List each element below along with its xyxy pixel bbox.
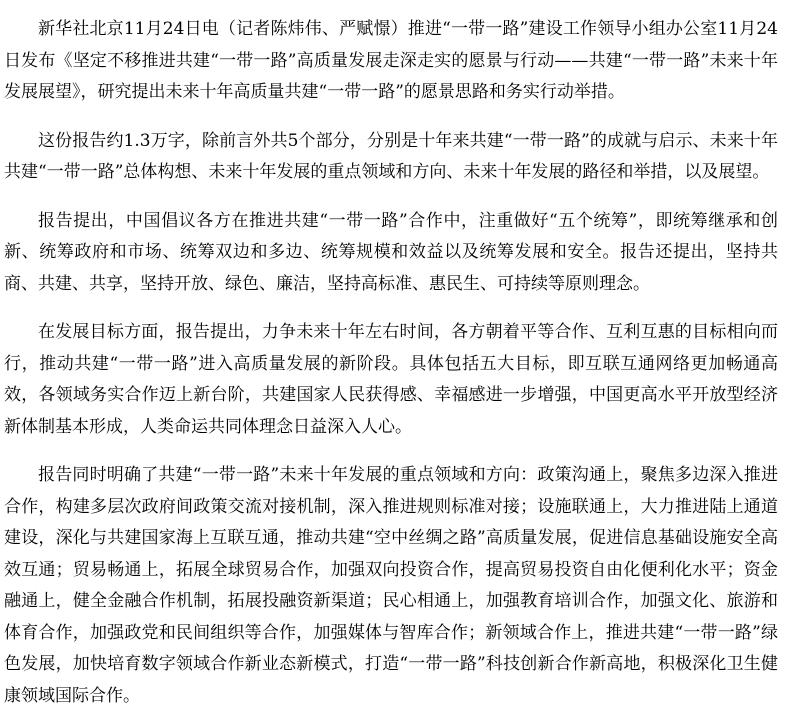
article-paragraph-lede: 新华社北京11月24日电（记者陈炜伟、严赋憬）推进“一带一路”建设工作领导小组办公室11月24日发布《坚定不移推进共建“一带一路”高质量发展走深走实的愿景与行动——共建“一带一路”未来十年发展展望》，研究提出未来十年高质量共建“一带一路”的愿景思路和务实行动举措。 xyxy=(4,19,778,102)
article-paragraph-five-coordinations: 报告提出，中国倡议各方在推进共建“一带一路”合作中，注重做好“五个统筹”，即统筹继承和创新、统筹政府和市场、统筹双边和多边、统筹规模和效益以及统筹发展和安全。报告还提出，坚持共商、共建、共享，坚持开放、绿色、廉洁，坚持高标准、惠民生、可持续等原则理念。 xyxy=(4,210,778,294)
article-paragraph-key-areas: 报告同时明确了共建“一带一路”未来十年发展的重点领域和方向：政策沟通上，聚焦多边深入推进合作，构建多层次政府间政策交流对接机制，深入推进规则标准对接；设施联通上，大力推进陆上通道建设，深化与共建国家海上互联互通，推动共建“空中丝绸之路”高质量发展，促进信息基础设施安全高效互通；贸易畅通上，拓展全球贸易合作，加强双向投资合作，提高贸易投资自由化便利化水平；资金融通上，健全金融合作机制，拓展投融资新渠道；民心相通上，加强教育培训合作，加强文化、旅游和体育合作，加强政党和民间组织等合作，加强媒体与智库合作；新领域合作上，推进共建“一带一路”绿色发展，加快培育数字领域合作新业态新模式，打造“一带一路”科技创新合作新高地，积极深化卫生健康领域国际合作。 xyxy=(4,465,778,706)
article-paragraph-development-goals: 在发展目标方面，报告提出，力争未来十年左右时间，各方朝着平等合作、互利互惠的目标相向而行，推动共建“一带一路”进入高质量发展的新阶段。具体包括五大目标，即互联互通网络更加畅通高效，各领域务实合作迈上新台阶，共建国家人民获得感、幸福感进一步增强，中国更高水平开放型经济新体制基本形成，人类命运共同体理念日益深入人心。 xyxy=(4,322,778,437)
article-paragraph-report-structure: 这份报告约1.3万字，除前言外共5个部分，分别是十年来共建“一带一路”的成就与启示、未来十年共建“一带一路”总体构想、未来十年发展的重点领域和方向、未来十年发展的路径和举措，以及展望。 xyxy=(4,130,778,182)
